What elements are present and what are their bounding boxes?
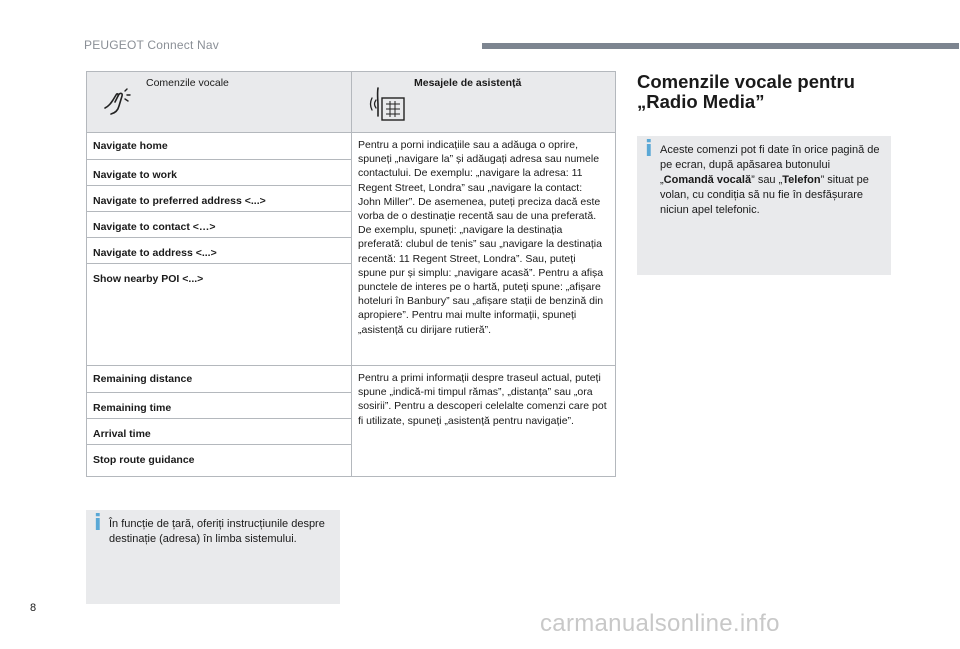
header-bar: [482, 43, 959, 49]
commands-cell: [87, 366, 352, 477]
table-header-commands: [87, 72, 352, 133]
col1-header-label: Comenzile vocale: [146, 77, 229, 89]
command-item: Navigate to address <...>: [87, 237, 351, 263]
info-i-icon: i: [645, 137, 653, 162]
note-text-part: Aceste comenzi pot fi date în orice pagină de pe ecran, după apăsarea butonului „: [660, 144, 880, 186]
note-text-part: ” situat pe volan, cu condiția să nu fie în desfășurare niciun apel telefonic.: [660, 174, 869, 216]
table-header-row: [87, 72, 616, 133]
note-left-text: În funcție de țară, oferiți instrucțiunile despre destinație (adresa) în limba sistemului.: [109, 518, 325, 545]
phone-hand-icon: [366, 86, 406, 125]
command-item: Navigate home: [93, 140, 168, 152]
note-text-part: ” sau „: [751, 174, 783, 186]
note-box-right: [637, 136, 891, 275]
command-item: Arrival time: [87, 418, 351, 444]
info-i-icon: i: [94, 511, 102, 536]
header-title: PEUGEOT Connect Nav: [84, 38, 219, 52]
col2-header-label: Mesajele de asistență: [414, 77, 522, 89]
command-item: Remaining time: [87, 392, 351, 418]
command-item: Navigate to work: [87, 159, 351, 185]
command-item: Navigate to preferred address <...>: [87, 185, 351, 211]
table-row-group-2: [87, 366, 616, 477]
section-title-line2: „Radio Media”: [637, 91, 765, 112]
command-item: Remaining distance: [93, 373, 193, 385]
command-item: Show nearby POI <...>: [87, 263, 351, 289]
table-row-group-1: [87, 133, 616, 366]
section-title-line1: Comenzile vocale pentru: [637, 71, 855, 92]
section-title: [637, 72, 897, 112]
table-header-messages: [352, 72, 616, 133]
note-box-left: [86, 510, 340, 604]
description-cell: Pentru a porni indicațiile sau a adăuga o oprire, spuneți „navigare la” și adăugați adresa sau numele contactului. De exemplu: „navigare la adresa: 11 Regent Street, Londra” sau „navigare la contact: John Miller”. De asemenea, puteți preciza dacă este vorba de o destinație recentă sau de una preferată. De exemplu, spuneți: „navigare la destinația preferată: clubul de tenis” sau „navigare la destinația recentă: 11 Regent Street, Londra”. Sau, puteți spune pur și simplu: „navigare acasă”. Pentru a afișa punctele de interes pe o hartă, puteți spune: „afișare hoteluri în Banbury” sau „afișare stații de benzină din apropiere”. Pentru mai multe informații, spuneți „asistență cu dirijare rutieră”.: [352, 133, 616, 366]
voice-commands-table: [86, 71, 616, 477]
description-cell: Pentru a primi informații despre traseul actual, puteți spune „indică-mi timpul rămas”, „distanța” sau „ora sosirii”. Pentru a descoperi celelalte comenzi care pot fi utilizate, spuneți „asistență pentru navigație”.: [352, 366, 616, 477]
voice-command-button-name: Comandă vocală: [663, 174, 752, 186]
voice-command-hand-icon: [101, 86, 135, 123]
command-item: Stop route guidance: [87, 444, 351, 470]
commands-cell: [87, 133, 352, 366]
note-right-text: [660, 143, 882, 218]
command-item: Navigate to contact <…>: [87, 211, 351, 237]
page-number: 8: [30, 602, 37, 614]
watermark: carmanualsonline.info: [540, 610, 780, 637]
phone-button-name: Telefon: [782, 174, 821, 186]
